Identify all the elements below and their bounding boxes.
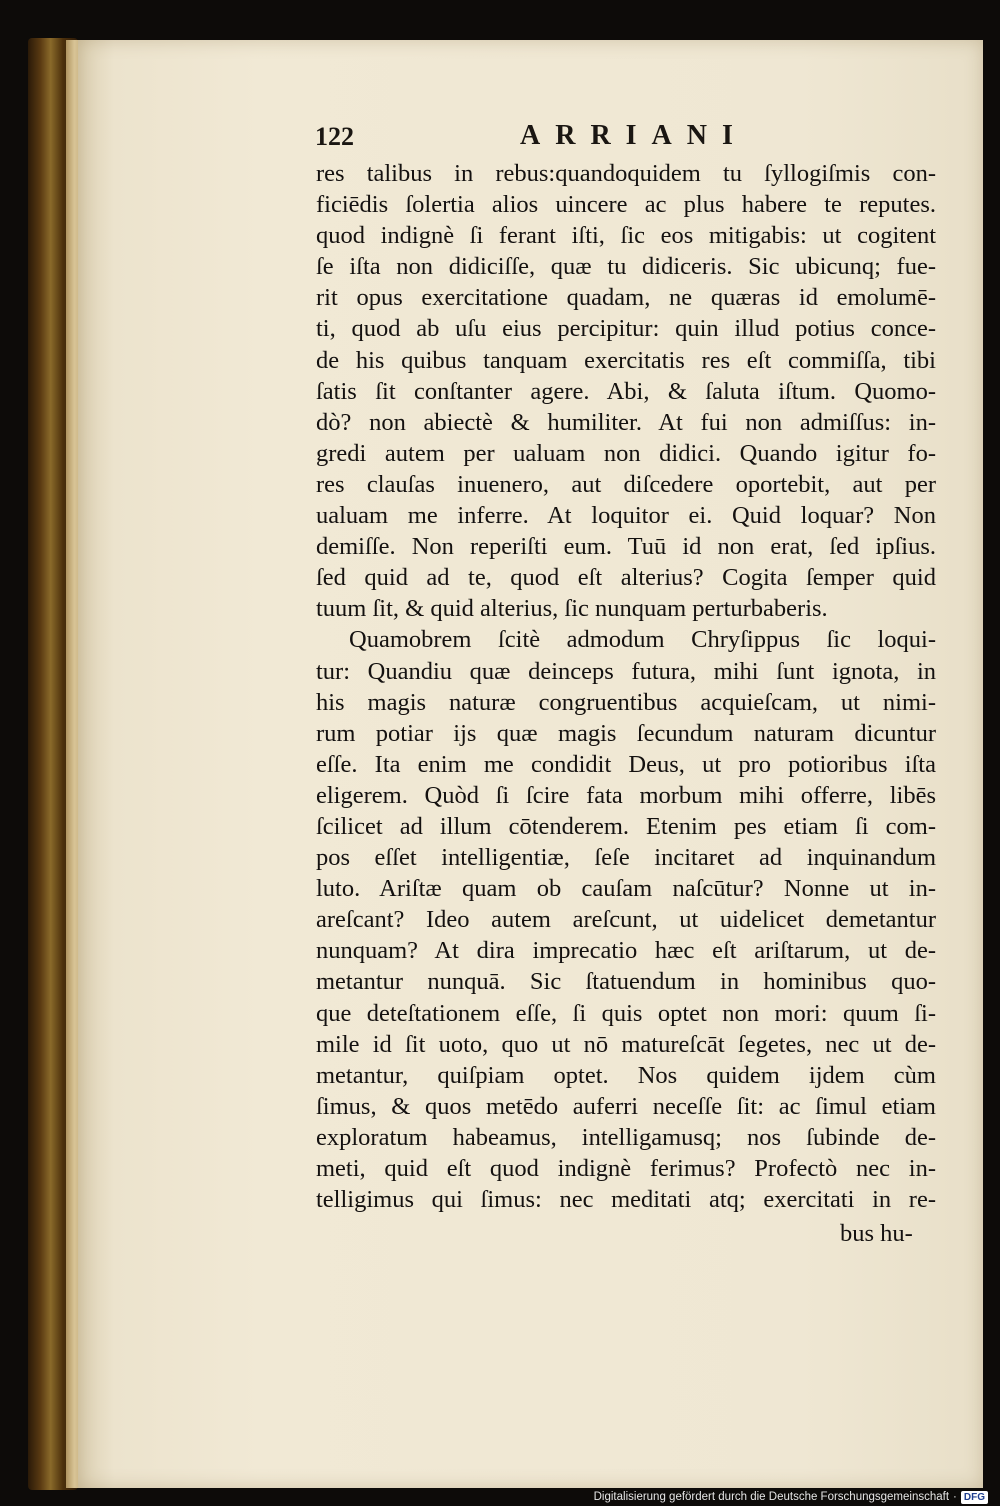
text-line: rit opus exercitatione quadam, ne quæras id emolumē- [316, 284, 936, 312]
text-line: Quamobrem ſcitè admodum Chryſippus ſic loqui- [349, 626, 936, 654]
text-line: ficiēdis ſolertia alios uincere ac plus habere te reputes. [316, 191, 936, 219]
text-line: tur: Quandiu quæ deinceps futura, mihi ſunt ignota, in [316, 657, 936, 685]
text-line: nunquam? At dira imprecatio hæc eſt ariſtarum, ut de- [316, 937, 936, 965]
text-line: rum potiar ijs quæ magis ſecundum naturam dicuntur [316, 719, 936, 747]
dfg-logo: DFG [961, 1491, 988, 1504]
text-line: telligimus qui ſimus: nec meditati atq; exercitati in re- [316, 1186, 936, 1214]
page-header [315, 118, 935, 158]
text-line: meti, quid eſt quod indignè ferimus? Profectò nec in- [316, 1155, 936, 1182]
text-line: ſcilicet ad illum cōtenderem. Etenim pes etiam ſi com- [316, 812, 936, 840]
text-line: ſatis ſit conſtanter agere. Abi, & ſaluta iſtum. Quomo- [316, 377, 936, 405]
page-number: 122 [315, 122, 354, 151]
text-line: ualuam me inferre. At loquitor ei. Quid loquar? Non [316, 502, 936, 530]
text-line: tuum ſit, & quid alterius, ſic nunquam perturbaberis. [316, 595, 828, 623]
text-line: ſe iſta non didiciſſe, quæ tu didiceris. Sic ubicunq; fue- [316, 253, 936, 281]
footer: Digitalisierung gefördert durch die Deutsche Forschungsgemeinschaft · DFG [594, 1488, 988, 1506]
text-line: res clauſas inuenero, aut diſcedere oportebit, aut per [316, 470, 936, 498]
text-line: de his quibus tanquam exercitatis res eſt commiſſa, tibi [316, 346, 936, 374]
text-line: metantur, quiſpiam optet. Nos quidem ijdem cùm [316, 1061, 936, 1089]
text-line: dò? non abiectè & humiliter. At fui non admiſſus: in- [316, 408, 936, 436]
text-line: exploratum habeamus, intelligamusq; nos ſubinde de- [316, 1123, 936, 1151]
footer-credit: Digitalisierung gefördert durch die Deutsche Forschungsgemeinschaft [593, 1491, 950, 1503]
running-head: ARRIANI [520, 120, 748, 151]
text-line: eſſe. Ita enim me condidit Deus, ut pro potioribus iſta [316, 750, 936, 778]
text-line: luto. Ariſtæ quam ob cauſam naſcūtur? Nonne ut in- [316, 875, 936, 903]
text-line: demiſſe. Non reperiſti eum. Tuū id non erat, ſed ipſius. [316, 533, 936, 561]
text-line: gredi autem per ualuam non didici. Quando igitur fo- [316, 439, 936, 467]
text-line: metantur nunquā. Sic ſtatuendum in hominibus quo- [316, 968, 936, 996]
text-line: res talibus in rebus:quandoquidem tu ſyllogiſmis con- [316, 160, 936, 187]
text-line: eligerem. Quòd ſi ſcire fata morbum mihi offerre, libēs [316, 781, 936, 809]
text-line: his magis naturæ congruentibus acquieſcam, ut nimi- [316, 688, 936, 716]
text-line: que deteſtationem eſſe, ſi quis optet non mori: quum ſi- [316, 999, 936, 1027]
catchword: bus hu- [840, 1220, 913, 1247]
text-line: ſed quid ad te, quod eſt alterius? Cogita ſemper quid [316, 564, 936, 592]
text-line: pos eſſet intelligentiæ, ſeſe incitaret ad inquinandum [316, 844, 936, 872]
text-line: mile id ſit uoto, quo ut nō matureſcāt ſegetes, nec ut de- [316, 1030, 936, 1058]
text-line: areſcant? Ideo autem areſcunt, ut uidelicet demetantur [316, 906, 936, 934]
text-line: ſimus, & quos metēdo auferri neceſſe ſit: ac ſimul etiam [316, 1092, 936, 1120]
body-text [316, 158, 936, 1215]
text-line: ti, quod ab uſu eius percipitur: quin illud potius conce- [316, 315, 936, 343]
text-line: quod indignè ſi ferant iſti, ſic eos mitigabis: ut cogitent [316, 222, 936, 250]
